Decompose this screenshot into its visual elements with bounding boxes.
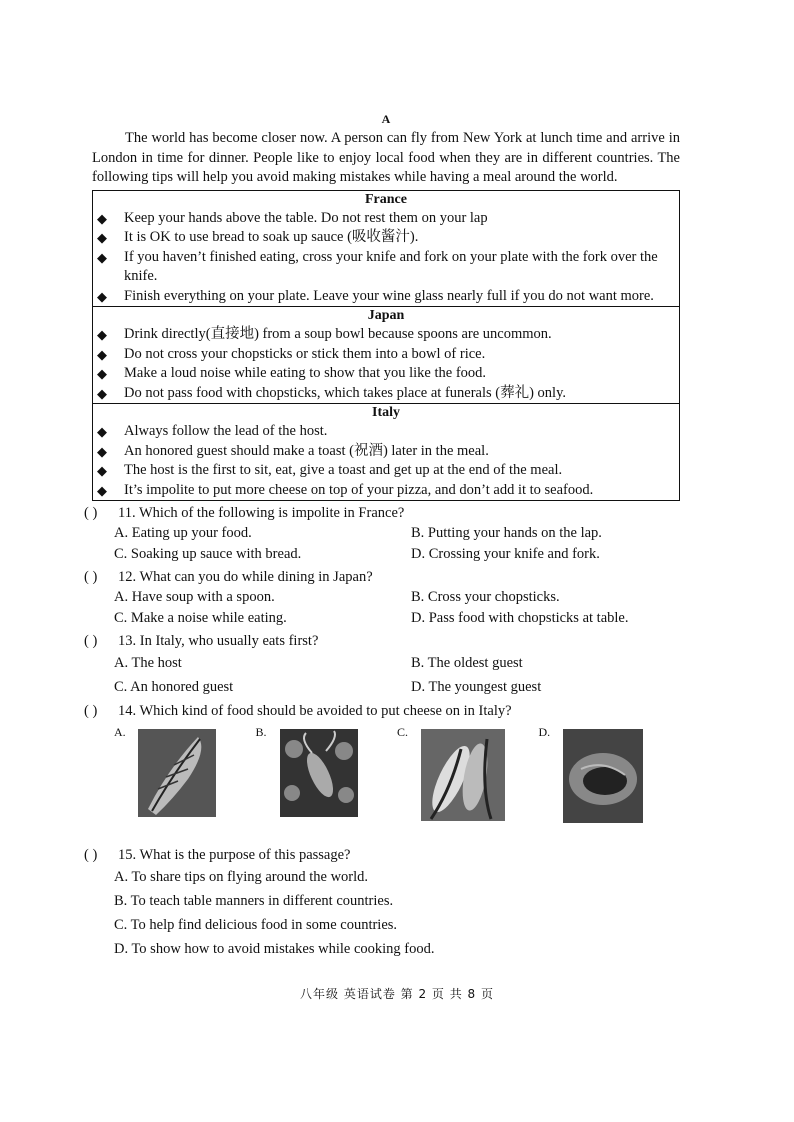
image-option-b[interactable]: B. bbox=[256, 725, 398, 825]
tips-table bbox=[92, 190, 680, 502]
question-12 bbox=[84, 567, 680, 629]
option-c[interactable]: C. To help find delicious food in some countries. bbox=[114, 917, 398, 933]
tip-item: ◆ An honored guest should make a toast (祝酒) later in the meal. bbox=[93, 442, 679, 462]
country-title: Italy bbox=[372, 405, 400, 420]
page-footer: 八年级 英语试卷 第 2 页 共 8 页 bbox=[300, 987, 494, 1001]
image-option-a[interactable]: A. bbox=[114, 725, 256, 825]
steak-photo-icon bbox=[563, 729, 643, 823]
option-b[interactable]: B. To teach table manners in different countries. bbox=[114, 893, 394, 909]
option-b[interactable]: B. The oldest guest bbox=[411, 655, 523, 671]
corn-photo-icon bbox=[421, 729, 505, 821]
image-option-c[interactable]: C. bbox=[397, 725, 539, 825]
diamond-bullet-icon: ◆ bbox=[97, 230, 107, 245]
diamond-bullet-icon: ◆ bbox=[97, 482, 107, 498]
options-grid bbox=[114, 523, 680, 565]
diamond-bullet-icon: ◆ bbox=[97, 288, 107, 304]
country-japan bbox=[93, 306, 679, 403]
diamond-bullet-icon: ◆ bbox=[97, 385, 107, 401]
option-b[interactable]: B. Putting your hands on the lap. bbox=[411, 525, 602, 541]
question-text: 11. Which of the following is impolite in France? bbox=[118, 505, 405, 521]
lobster-photo-icon bbox=[280, 729, 358, 817]
country-title: Japan bbox=[367, 308, 405, 323]
option-a[interactable]: A. The host bbox=[114, 655, 182, 671]
diamond-bullet-icon: ◆ bbox=[97, 249, 107, 265]
tip-item: ◆ Do not pass food with chopsticks, which takes place at funerals (葬礼) only. bbox=[93, 384, 679, 404]
option-d[interactable]: D. Pass food with chopsticks at table. bbox=[411, 610, 629, 626]
question-11 bbox=[84, 503, 680, 565]
tip-item: ◆ It’s impolite to put more cheese on top of your pizza, and don’t add it to seafood. bbox=[93, 481, 679, 501]
diamond-bullet-icon: ◆ bbox=[97, 463, 107, 478]
country-title: France bbox=[365, 191, 407, 207]
question-text: 15. What is the purpose of this passage? bbox=[118, 847, 351, 863]
option-d[interactable]: D. The youngest guest bbox=[411, 679, 542, 695]
diamond-bullet-icon: ◆ bbox=[97, 424, 107, 439]
diamond-bullet-icon: ◆ bbox=[97, 443, 107, 459]
options-grid bbox=[114, 651, 680, 699]
tip-item: ◆ Do not cross your chopsticks or stick them into a bowl of rice. bbox=[93, 345, 679, 365]
section-letter: A bbox=[381, 112, 391, 126]
answer-blank[interactable]: ( ) bbox=[84, 505, 98, 521]
tip-item: ◆ The host is the first to sit, eat, give a toast and get up at the end of the meal. bbox=[93, 461, 679, 481]
tip-item: ◆ Keep your hands above the table. Do not rest them on your lap bbox=[93, 209, 679, 229]
diamond-bullet-icon: ◆ bbox=[97, 366, 107, 381]
tip-item: ◆ Drink directly(直接地) from a soup bowl because spoons are uncommon. bbox=[93, 325, 679, 345]
option-a[interactable]: A. To share tips on flying around the world. bbox=[114, 869, 369, 885]
option-b[interactable]: B. Cross your chopsticks. bbox=[411, 589, 560, 605]
option-d[interactable]: D. Crossing your knife and fork. bbox=[411, 546, 600, 562]
country-france bbox=[93, 191, 679, 307]
lettuce-photo-icon bbox=[138, 729, 216, 817]
tip-item: ◆ If you haven’t finished eating, cross your knife and fork on your plate with the fork over the knife. bbox=[97, 248, 658, 284]
question-text: 12. What can you do while dining in Japan? bbox=[118, 569, 373, 585]
diamond-bullet-icon: ◆ bbox=[97, 327, 107, 342]
diamond-bullet-icon: ◆ bbox=[97, 346, 107, 362]
exam-page bbox=[84, 112, 680, 961]
intro-paragraph: The world has become closer now. A person can fly from New York at lunch time and arrive in London in time for dinner. People like to enjoy local food when they are in different countries. The following tips will help you avoid making mistakes while having a meal around the world. bbox=[92, 130, 680, 185]
country-italy bbox=[93, 403, 679, 500]
question-14 bbox=[84, 701, 680, 825]
option-d[interactable]: D. To show how to avoid mistakes while cooking food. bbox=[114, 941, 435, 957]
answer-blank[interactable]: ( ) bbox=[84, 703, 98, 719]
tip-item: ◆ It is OK to use bread to soak up sauce (吸收酱汁). bbox=[93, 228, 679, 248]
answer-blank[interactable]: ( ) bbox=[84, 847, 98, 863]
answer-blank[interactable]: ( ) bbox=[84, 569, 98, 585]
option-a[interactable]: A. Eating up your food. bbox=[114, 525, 252, 541]
image-options bbox=[114, 725, 680, 825]
option-a[interactable]: A. Have soup with a spoon. bbox=[114, 589, 275, 605]
question-text: 14. Which kind of food should be avoided to put cheese on in Italy? bbox=[118, 703, 512, 719]
answer-blank[interactable]: ( ) bbox=[84, 633, 98, 649]
question-13 bbox=[84, 631, 680, 699]
option-c[interactable]: C. Soaking up sauce with bread. bbox=[114, 546, 302, 562]
tip-item: ◆ Always follow the lead of the host. bbox=[93, 422, 679, 442]
option-c[interactable]: C. Make a noise while eating. bbox=[114, 610, 287, 626]
image-option-d[interactable]: D. bbox=[539, 725, 681, 825]
option-c[interactable]: C. An honored guest bbox=[114, 679, 234, 695]
tip-item: ◆ Finish everything on your plate. Leave your wine glass nearly full if you do not want more. bbox=[93, 287, 679, 307]
options-grid bbox=[114, 587, 680, 629]
tip-item: ◆ Make a loud noise while eating to show that you like the food. bbox=[93, 364, 679, 384]
question-text: 13. In Italy, who usually eats first? bbox=[118, 633, 319, 649]
diamond-bullet-icon: ◆ bbox=[97, 210, 107, 226]
question-15 bbox=[84, 845, 680, 961]
